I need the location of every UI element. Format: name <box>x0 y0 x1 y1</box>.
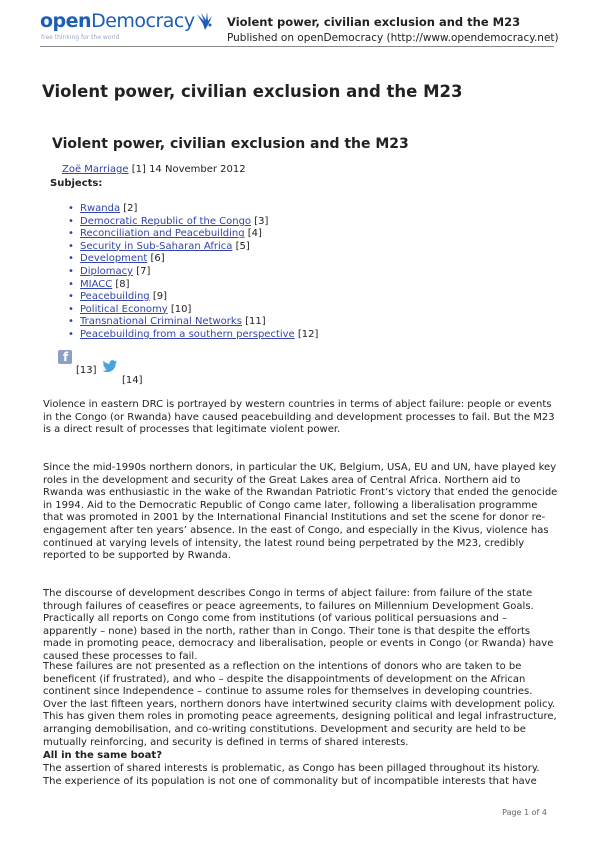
author-ref: [1] <box>131 164 146 175</box>
list-item <box>66 329 318 342</box>
subject-ref: [8] <box>115 278 130 290</box>
subject-link[interactable]: Transnational Criminal Networks <box>80 316 242 328</box>
list-item <box>66 304 318 317</box>
paragraph: Violence in eastern DRC is portrayed by western countries in terms of abject failure: people or events in the Congo (or Rwanda) have caused peacebuilding and development processes to fail. But the M23 is a direct result of processes that legitimate violent power. <box>43 399 555 436</box>
subject-link[interactable]: Peacebuilding from a southern perspective <box>80 328 295 340</box>
list-item <box>66 316 318 329</box>
subject-link[interactable]: Political Economy <box>80 303 168 315</box>
facebook-icon[interactable] <box>58 350 72 364</box>
subject-ref: [4] <box>247 228 262 240</box>
subject-link[interactable]: Peacebuilding <box>80 291 150 303</box>
subject-link[interactable]: Rwanda <box>80 203 121 214</box>
publish-date: 14 November 2012 <box>149 164 246 175</box>
logo-open-text: open <box>40 10 92 32</box>
site-logo[interactable] <box>40 10 220 46</box>
subject-ref: [12] <box>297 328 319 340</box>
paragraph: Since the mid-1990s northern donors, in particular the UK, Belgium, USA, EU and UN, have played key roles in the development and security of the Great Lakes area of Central Africa. Northern aid to Rwanda was enthusiastic in the wake of the Rwandan Patriotic Front’s victory that ended the genocide in 1994. Aid to the Democratic Republic of Congo came later, following a liberalisation programme that was promoted in 2001 by the International Financial Institutions and set the scene for donor re-engagement after ten years’ absence. In the east of Congo, and especially in the Kivus, violence has continued at varying levels of intensity, the latest round being perpetrated by the M23, credibly reported to be supported by Rwanda. <box>43 462 558 562</box>
subject-ref: [5] <box>235 240 250 252</box>
share-links <box>58 350 158 390</box>
list-item <box>66 216 318 229</box>
article-title: Violent power, civilian exclusion and the M23 <box>52 136 409 152</box>
list-item <box>66 291 318 304</box>
page-title: Violent power, civilian exclusion and the M23 <box>42 82 463 101</box>
logo-tagline: free thinking for the world <box>41 34 120 41</box>
subject-link[interactable]: Security in Sub-Saharan Africa <box>80 240 233 252</box>
list-item <box>66 279 318 292</box>
subjects-list <box>66 203 318 342</box>
twitter-ref: [14] <box>122 375 143 386</box>
subject-link[interactable]: Reconciliation and Peacebuilding <box>80 228 245 240</box>
facebook-f-glyph: f <box>63 350 69 364</box>
list-item <box>66 203 318 216</box>
subject-ref: [2] <box>123 203 138 214</box>
bird-logo-icon <box>194 10 216 32</box>
subject-link[interactable]: Democratic Republic of the Congo <box>80 215 252 227</box>
facebook-ref: [13] <box>76 365 97 376</box>
subject-ref: [9] <box>152 291 168 303</box>
subject-link[interactable]: Diplomacy <box>80 265 134 277</box>
logo-wordmark <box>40 10 195 32</box>
subject-ref: [7] <box>136 265 151 277</box>
list-item <box>66 241 318 254</box>
subject-ref: [6] <box>150 253 165 265</box>
subject-link[interactable]: Development <box>80 253 148 265</box>
header-title: Violent power, civilian exclusion and the M23 <box>227 15 521 29</box>
subject-ref: [10] <box>170 303 192 315</box>
author-link[interactable]: Zoë Marriage <box>62 164 129 175</box>
paragraph: The assertion of shared interests is problematic, as Congo has been pillaged throughout its history. The experience of its population is not one of commonality but of incompatible interests that have <box>43 763 540 787</box>
twitter-bird-icon[interactable] <box>102 359 118 373</box>
list-item <box>66 266 318 279</box>
page-number: Page 1 of 4 <box>502 808 547 817</box>
header-divider <box>40 46 554 47</box>
section-heading: All in the same boat? <box>43 750 163 761</box>
list-item <box>66 253 318 266</box>
subject-link[interactable]: MIACC <box>80 278 113 290</box>
byline <box>62 164 246 175</box>
paragraph: These failures are not presented as a reflection on the intentions of donors who are taken to be beneficent (if frustrated), and who – despite the disappointments of development on the African continent since Independence – continue to assume roles for themselves in developing countries. Over the last fifteen years, northern donors have intertwined security claims with development policy. This has given them roles in promoting peace agreements, designing political and legal infrastructure, arranging demobilisation, and co-writing constitutions. Development and security are held to be mutually reinforcing, and security is defined in terms of shared interests. <box>43 661 557 748</box>
list-item <box>66 228 318 241</box>
subjects-label: Subjects: <box>50 178 103 189</box>
paragraph: The discourse of development describes Congo in terms of abject failure: from failure of the state through failures of ceasefires or peace agreements, to failures on Millennium Development Goals. Practically all reports on Congo come from institutions (of various political persuasions and – apparently – none) based in the north, rather than in Congo. Their tone is that despite the efforts made in promoting peace, democracy and liberalisation, people or events in Congo (or Rwanda) have caused these processes to fail. <box>43 588 554 662</box>
document-header <box>227 15 557 44</box>
subject-ref: [3] <box>254 215 269 227</box>
logo-democracy-text: Democracy <box>91 10 195 32</box>
subject-ref: [11] <box>245 316 266 328</box>
header-published: Published on openDemocracy (http://www.opendemocracy.net) <box>227 32 559 44</box>
